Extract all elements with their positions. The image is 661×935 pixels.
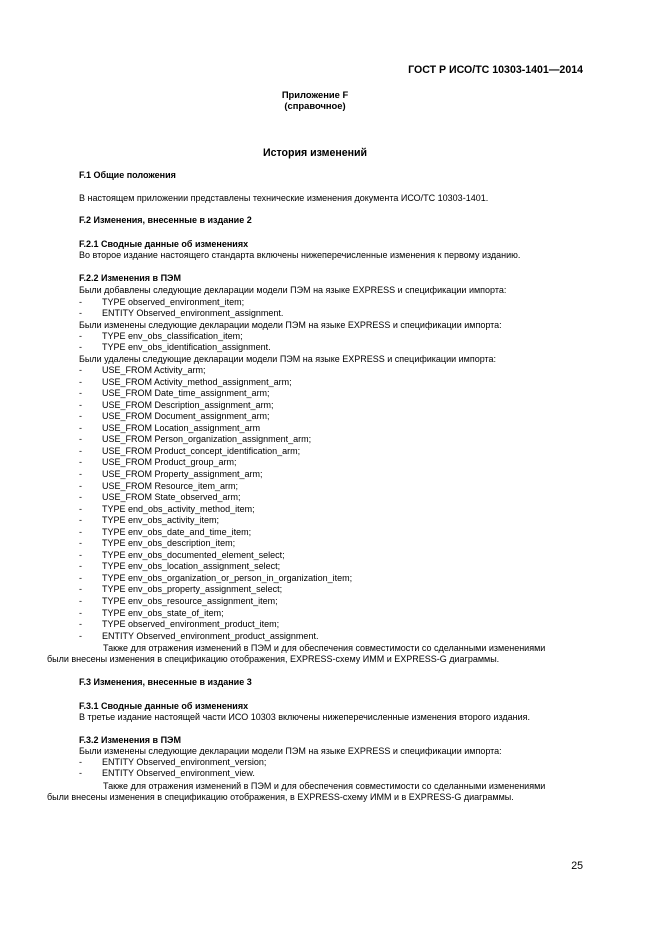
f1-text: В настоящем приложении представлены технические изменения документа ИСО/ТС 10303-1401. [79,193,489,203]
list-item-text: USE_FROM Property_assignment_arm; [102,468,263,479]
list-dash: - [79,376,82,387]
list-dash: - [79,572,82,583]
list-dash: - [79,584,82,595]
list-item-text: TYPE env_obs_organization_or_person_in_organization_item; [102,572,353,583]
list-item-text: ENTITY Observed_environment_version; [102,757,267,767]
list-item-text: USE_FROM State_observed_arm; [102,492,241,503]
list-dash: - [79,365,82,375]
f22-heading: F.2.2 Изменения в ПЭМ [79,273,181,283]
f3-heading: F.3 Изменения, внесенные в издание 3 [79,677,252,687]
list-item-text: USE_FROM Document_assignment_arm; [102,411,270,422]
list-dash: - [79,526,82,537]
list-item-text: USE_FROM Resource_item_arm; [102,480,239,491]
f22-removed-intro: Были удалены следующие декларации модели ПЭМ на языке EXPRESS и спецификации импорта: [79,354,497,364]
list-item-text: TYPE env_obs_date_and_time_item; [102,526,252,537]
list-item-text: USE_FROM Activity_arm; [102,365,206,375]
list-dash: - [79,561,82,572]
list-item-text: USE_FROM Location_assignment_arm [102,422,261,433]
list-dash: - [79,411,82,422]
list-dash: - [79,515,82,526]
page-number: 25 [571,860,583,872]
list-item-text: TYPE env_obs_classification_item; [102,331,243,341]
f32-changed-intro: Были изменены следующие декларации модели ПЭМ на языке EXPRESS и спецификации импорта: [79,746,502,756]
list-item-text: TYPE env_obs_state_of_item; [102,607,224,618]
list-item-text: USE_FROM Product_concept_identification_arm; [102,445,301,456]
list-item-text: TYPE env_obs_description_item; [102,538,236,549]
list-dash: - [79,308,82,319]
list-item-text: TYPE observed_environment_item; [102,297,245,307]
list-dash: - [79,619,82,630]
list-dash: - [79,422,82,433]
annex-kind: (справочное) [284,100,346,111]
f3-closing-line2: были внесены изменения в спецификацию отображения, в EXPRESS-схему ИММ и в EXPRESS-G диаграммы. [47,792,514,802]
f21-text: Во второе издание настоящего стандарта включены нижеперечисленные изменения к первому изданию. [79,250,521,260]
list-dash: - [79,630,82,641]
list-dash: - [79,768,82,779]
list-item-text: ENTITY Observed_environment_view. [102,768,255,779]
list-dash: - [79,445,82,456]
list-item-text: TYPE env_obs_location_assignment_select; [102,561,281,572]
f1-heading: F.1 Общие положения [79,170,176,180]
list-dash: - [79,331,82,341]
standard-header: ГОСТ Р ИСО/ТС 10303-1401—2014 [408,64,583,76]
list-item-text: ENTITY Observed_environment_product_assignment. [102,630,319,641]
f3-closing-line1: Также для отражения изменений в ПЭМ и для обеспечения совместимости со сделанными изменениями [103,781,546,791]
list-dash: - [79,457,82,468]
list-item-text: USE_FROM Description_assignment_arm; [102,399,274,410]
list-item-text: TYPE env_obs_resource_assignment_item; [102,596,278,606]
list-item-text: USE_FROM Product_group_arm; [102,457,237,468]
list-dash: - [79,297,82,307]
f2-closing-line1: Также для отражения изменений в ПЭМ и для обеспечения совместимости со сделанными изменениями [103,643,546,653]
list-item-text: TYPE end_obs_activity_method_item; [102,503,255,514]
list-dash: - [79,607,82,618]
list-item-text: TYPE observed_environment_product_item; [102,619,280,630]
list-dash: - [79,480,82,491]
list-dash: - [79,388,82,399]
annex-title: Приложение F [281,89,349,100]
history-title: История изменений [262,147,368,159]
list-item-text: TYPE env_obs_documented_element_select; [102,549,285,560]
list-item-text: USE_FROM Date_time_assignment_arm; [102,388,270,399]
list-dash: - [79,538,82,549]
list-dash: - [79,549,82,560]
list-dash: - [79,503,82,514]
list-item-text: TYPE env_obs_property_assignment_select; [102,584,283,595]
f31-text: В третье издание настоящей части ИСО 10303 включены нижеперечисленные изменения второго издания. [79,712,530,722]
list-dash: - [79,596,82,606]
f22-changed-intro: Были изменены следующие декларации модели ПЭМ на языке EXPRESS и спецификации импорта: [79,320,502,330]
list-dash: - [79,492,82,503]
f22-added-intro: Были добавлены следующие декларации модели ПЭМ на языке EXPRESS и спецификации импорта: [79,285,507,295]
f21-heading: F.2.1 Сводные данные об изменениях [79,239,249,249]
f2-heading: F.2 Изменения, внесенные в издание 2 [79,215,252,225]
list-item-text: ENTITY Observed_environment_assignment. [102,308,284,319]
f31-heading: F.3.1 Сводные данные об изменениях [79,701,249,711]
list-item-text: USE_FROM Activity_method_assignment_arm; [102,376,292,387]
list-item-text: TYPE env_obs_identification_assignment. [102,342,271,353]
list-dash: - [79,342,82,353]
list-item-text: TYPE env_obs_activity_item; [102,515,220,526]
list-dash: - [79,757,82,767]
f32-heading: F.3.2 Изменения в ПЭМ [79,735,181,745]
list-dash: - [79,434,82,445]
list-item-text: USE_FROM Person_organization_assignment_arm; [102,434,312,445]
list-dash: - [79,399,82,410]
f2-closing-line2: были внесены изменения в спецификацию отображения, EXPRESS-схему ИММ и EXPRESS-G диаграммы. [47,654,500,664]
list-dash: - [79,468,82,479]
